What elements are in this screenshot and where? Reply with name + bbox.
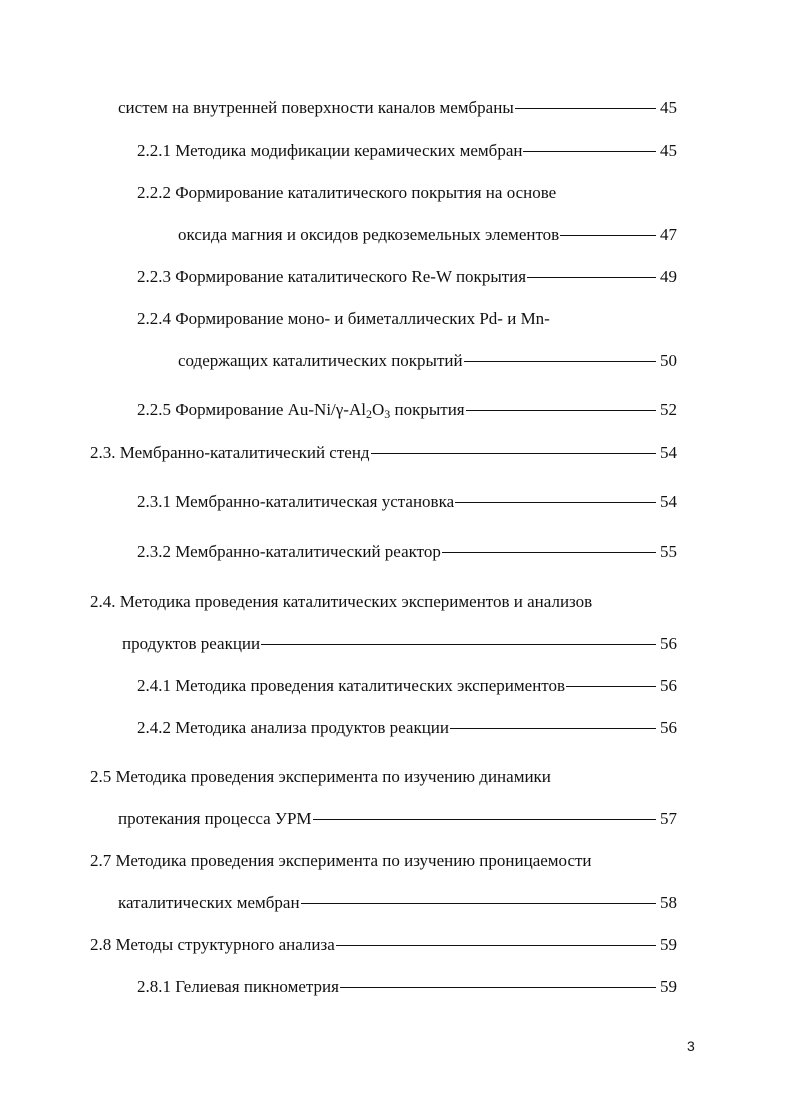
toc-entry[interactable] [137, 139, 677, 163]
toc-entry-text: 2.8.1 Гелиевая пикнометрия [137, 977, 339, 996]
toc-entry-text[interactable]: 2.5 Методика проведения эксперимента по изучению динамики [90, 767, 551, 786]
toc-entry[interactable] [178, 223, 677, 247]
dot-leader [313, 819, 656, 820]
toc-page-number: 59 [660, 935, 677, 954]
toc-entry[interactable] [137, 716, 677, 740]
dot-leader [450, 728, 656, 729]
toc-entry[interactable] [122, 632, 677, 656]
toc-page-number: 54 [660, 443, 677, 462]
dot-leader [336, 945, 656, 946]
toc-entry-text: 2.2.3 Формирование каталитического Re-W покрытия [137, 267, 527, 286]
toc-entry-text[interactable]: 2.7 Методика проведения эксперимента по изучению проницаемости [90, 851, 592, 870]
formula-part: 2.2.5 Формирование Au-Ni/γ-Al [137, 400, 366, 419]
toc-page-number: 47 [660, 225, 677, 244]
toc-page-number: 52 [660, 400, 677, 419]
toc-entry[interactable] [118, 891, 677, 915]
dot-leader [566, 686, 656, 687]
toc-entry[interactable] [118, 807, 677, 831]
dot-leader [560, 235, 656, 236]
subscript: 2 [365, 407, 372, 421]
toc-entry-text: 2.4.1 Методика проведения каталитических экспериментов [137, 676, 566, 695]
toc-entry-text: 2.3. Мембранно-каталитический стенд [90, 443, 370, 462]
toc-page-number: 50 [660, 351, 677, 370]
toc-page-number: 54 [660, 492, 677, 511]
toc-entry[interactable] [178, 349, 677, 373]
dot-leader [261, 644, 656, 645]
toc-entry[interactable] [90, 933, 677, 957]
dot-leader [466, 410, 656, 411]
toc-entry-text: 2.2.1 Методика модификации керамических мембран [137, 141, 523, 160]
dot-leader [464, 361, 656, 362]
toc-entry-text: каталитических мембран [118, 893, 300, 912]
toc-entry-text: 2.4.2 Методика анализа продуктов реакции [137, 718, 450, 737]
toc-page-number: 56 [660, 676, 677, 695]
toc-entry-text: 2.3.2 Мембранно-каталитический реактор [137, 542, 441, 561]
subscript: 3 [384, 407, 391, 421]
toc-entry[interactable] [90, 441, 677, 465]
dot-leader [371, 453, 656, 454]
toc-entry-text: содержащих каталитических покрытий [178, 351, 463, 370]
toc-page-number: 57 [660, 809, 677, 828]
dot-leader [301, 903, 656, 904]
toc-entry-text[interactable]: 2.2.4 Формирование моно- и биметаллических Pd- и Mn- [137, 309, 550, 328]
toc-entry[interactable] [137, 540, 677, 564]
toc-page-number: 56 [660, 718, 677, 737]
dot-leader [527, 277, 656, 278]
toc-entry-text[interactable]: 2.4. Методика проведения каталитических экспериментов и анализов [90, 592, 593, 611]
toc-entry-text: оксида магния и оксидов редкоземельных элементов [178, 225, 560, 244]
formula-part: покрытия [390, 400, 465, 419]
toc-page-number: 49 [660, 267, 677, 286]
toc-entry-text: продуктов реакции [122, 634, 261, 653]
toc-entry[interactable] [118, 96, 677, 120]
toc-entry[interactable] [137, 975, 677, 999]
toc-entry[interactable] [137, 674, 677, 698]
toc-entry-text[interactable]: 2.2.2 Формирование каталитического покрытия на основе [137, 183, 557, 202]
toc-page-number: 45 [660, 141, 677, 160]
toc-entry[interactable] [137, 398, 677, 422]
toc-entry-text: протекания процесса УРМ [118, 809, 312, 828]
dot-leader [515, 108, 656, 109]
toc-page-number: 45 [660, 98, 677, 117]
dot-leader [442, 552, 656, 553]
toc-page-number: 58 [660, 893, 677, 912]
dot-leader [523, 151, 656, 152]
formula-part: O [371, 400, 385, 419]
toc-entry-text [137, 398, 465, 422]
toc-entry-text: 2.3.1 Мембранно-каталитическая установка [137, 492, 455, 511]
toc-entry[interactable] [137, 265, 677, 289]
toc-page-number: 55 [660, 542, 677, 561]
toc-page-number: 59 [660, 977, 677, 996]
dot-leader [455, 502, 656, 503]
toc-page-number: 56 [660, 634, 677, 653]
page-number: 3 [687, 1038, 695, 1054]
dot-leader [340, 987, 656, 988]
toc-entry-text: 2.8 Методы структурного анализа [90, 935, 335, 954]
toc-entry-text: систем на внутренней поверхности каналов мембраны [118, 98, 514, 117]
toc-entry[interactable] [137, 490, 677, 514]
